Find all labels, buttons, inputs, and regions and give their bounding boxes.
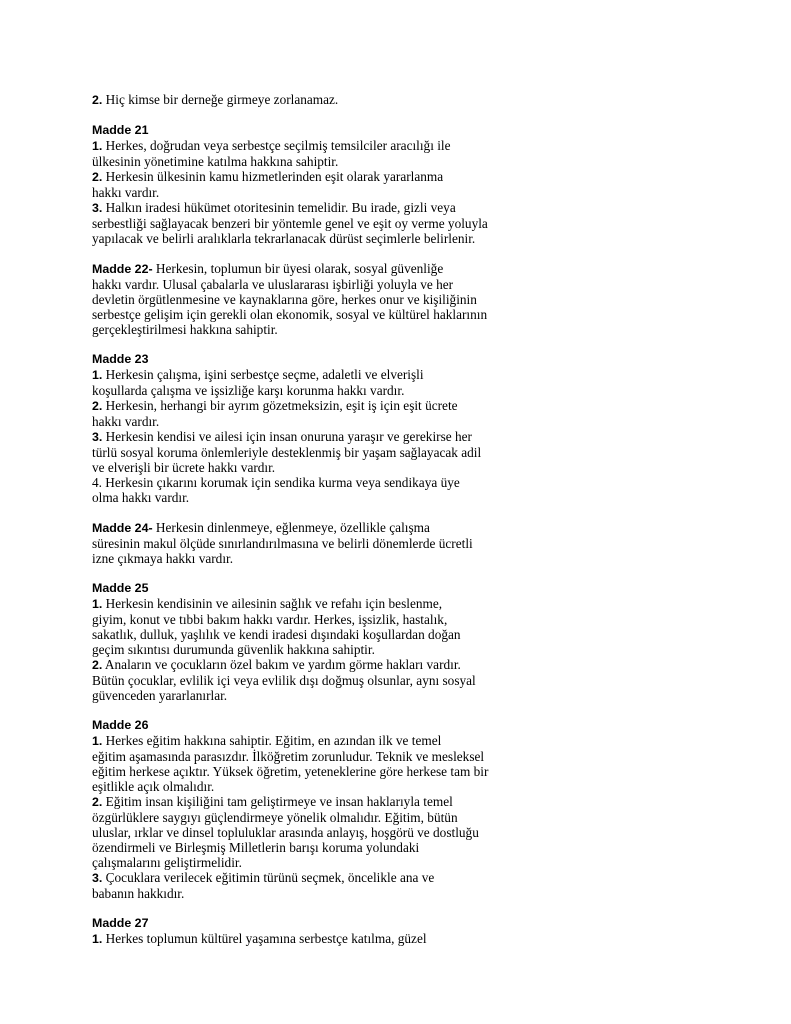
clause-text: ülkesinin yönetimine katılma hakkına sahiptir. <box>92 154 339 169</box>
text-line <box>92 779 512 794</box>
text-line <box>92 138 512 154</box>
text-line <box>92 185 512 200</box>
text-line <box>92 398 512 414</box>
article-paragraph <box>92 931 512 947</box>
text-line <box>92 596 512 612</box>
text-line <box>92 657 512 673</box>
text-line <box>92 292 512 307</box>
clause-text: özgürlüklere saygıyı güçlendirmeye yönelik olmalıdır. Eğitim, bütün <box>92 810 458 825</box>
clause-text: yapılacak ve belirli aralıklarla tekrarlanacak dürüst seçimlerle belirlenir. <box>92 231 476 246</box>
clause-text: sakatlık, dulluk, yaşlılık ve kendi iradesi dışındaki koşullardan doğan <box>92 627 461 642</box>
clause-number: 1. <box>92 368 103 382</box>
document-page <box>92 92 512 947</box>
text-line <box>92 490 512 505</box>
text-line <box>92 383 512 398</box>
text-line <box>92 520 512 536</box>
clause-text: Eğitim insan kişiliğini tam geliştirmeye ve insan haklarıyla temel <box>102 794 453 809</box>
clause-text: serbestliği sağlayacak benzeri bir yöntemle genel ve eşit oy verme yoluyla <box>92 216 488 231</box>
clause-text: Hiç kimse bir derneğe girmeye zorlanamaz. <box>102 92 339 107</box>
article-heading: Madde 26 <box>92 718 149 732</box>
clause-text: Herkes toplumun kültürel yaşamına serbestçe katılma, güzel <box>102 931 427 946</box>
text-line <box>92 460 512 475</box>
text-line <box>92 840 512 855</box>
clause-text: olma hakkı vardır. <box>92 490 190 505</box>
clause-text: eğitim aşamasında parasızdır. İlköğretim zorunludur. Teknik ve mesleksel <box>92 749 485 764</box>
text-line <box>92 536 512 551</box>
text-line <box>92 414 512 429</box>
text-line <box>92 261 512 277</box>
text-line <box>92 749 512 764</box>
text-line <box>92 154 512 169</box>
clause-text: özendirmeli ve Birleşmiş Milletlerin barışı koruma yolundaki <box>92 840 420 855</box>
clause-text: Herkes eğitim hakkına sahiptir. Eğitim, en azından ilk ve temel <box>102 733 442 748</box>
clause-text: izne çıkmaya hakkı vardır. <box>92 551 234 566</box>
clause-text: güvenceden yararlanırlar. <box>92 688 228 703</box>
text-line <box>92 627 512 642</box>
text-line <box>92 216 512 231</box>
clause-number: 3. <box>92 430 103 444</box>
text-line <box>92 673 512 688</box>
clause-text: eşitlikle açık olmalıdır. <box>92 779 215 794</box>
article-label: Madde 22- <box>92 262 153 276</box>
clause-text: süresinin makul ölçüde sınırlandırılmasına ve belirli dönemlerde ücretli <box>92 536 473 551</box>
clause-text: devletin örgütlenmesine ve kaynaklarına göre, herkes onur ve kişiliğinin <box>92 292 477 307</box>
clause-text: 4. Herkesin çıkarını korumak için sendika kurma veya sendikaya üye <box>92 475 460 490</box>
text-line <box>92 367 512 383</box>
clause-text: koşullarda çalışma ve işsizliğe karşı korunma hakkı vardır. <box>92 383 405 398</box>
text-line <box>92 733 512 749</box>
clause-text: Herkesin dinlenmeye, eğlenmeye, özellikle çalışma <box>152 520 430 535</box>
clause-number: 1. <box>92 734 103 748</box>
text-line <box>92 764 512 779</box>
clause-text: eğitim herkese açıktır. Yüksek öğretim, yeteneklerine göre herkese tam bir <box>92 764 489 779</box>
clause-text: Anaların ve çocukların özel bakım ve yardım görme hakları vardır. <box>102 657 461 672</box>
text-line <box>92 277 512 292</box>
text-line <box>92 642 512 657</box>
clause-text: çalışmalarını geliştirmelidir. <box>92 855 242 870</box>
clause-number: 2. <box>92 399 103 413</box>
text-line <box>92 322 512 337</box>
article-paragraph <box>92 733 512 901</box>
clause-text: geçim sıkıntısı durumunda güvenlik hakkına sahiptir. <box>92 642 375 657</box>
clause-text: giyim, konut ve tıbbi bakım hakkı vardır. Herkes, işsizlik, hastalık, <box>92 612 448 627</box>
clause-number: 1. <box>92 597 103 611</box>
text-line <box>92 855 512 870</box>
clause-text: Halkın iradesi hükümet otoritesinin temelidir. Bu irade, gizli veya <box>102 200 456 215</box>
article-heading: Madde 25 <box>92 581 149 595</box>
clause-number: 2. <box>92 658 103 672</box>
text-line <box>92 307 512 322</box>
clause-number: 1. <box>92 932 103 946</box>
article-paragraph <box>92 367 512 505</box>
article-inline-paragraph <box>92 520 512 566</box>
clause-text: Herkes, doğrudan veya serbestçe seçilmiş temsilciler aracılığı ile <box>102 138 451 153</box>
text-line <box>92 429 512 445</box>
clause-text: gerçekleştirilmesi hakkına sahiptir. <box>92 322 278 337</box>
text-line <box>92 612 512 627</box>
clause-text: hakkı vardır. <box>92 185 160 200</box>
clause-text: Herkesin ülkesinin kamu hizmetlerinden eşit olarak yararlanma <box>102 169 444 184</box>
clause-text: Herkesin çalışma, işini serbestçe seçme, adaletli ve elverişli <box>102 367 424 382</box>
clause-text: uluslar, ırklar ve dinsel topluluklar arasında anlayış, hoşgörü ve dostluğu <box>92 825 479 840</box>
clause-text: türlü sosyal koruma önlemleriyle desteklenmiş bir yaşam sağlayacak adil <box>92 445 482 460</box>
clause-number: 1. <box>92 139 103 153</box>
clause-text: Herkesin, herhangi bir ayrım gözetmeksizin, eşit iş için eşit ücrete <box>102 398 458 413</box>
article-heading: Madde 27 <box>92 916 149 930</box>
text-line <box>92 475 512 490</box>
text-line <box>92 231 512 246</box>
text-line <box>92 886 512 901</box>
clause-text: serbestçe gelişim için gerekli olan ekonomik, sosyal ve kültürel haklarının <box>92 307 488 322</box>
text-line <box>92 931 512 947</box>
article-paragraph <box>92 92 512 108</box>
clause-text: hakkı vardır. <box>92 414 160 429</box>
text-line <box>92 870 512 886</box>
clause-text: Herkesin kendisi ve ailesi için insan onuruna yaraşır ve gerekirse her <box>102 429 472 444</box>
clause-text: hakkı vardır. Ulusal çabalarla ve uluslararası işbirliği yoluyla ve her <box>92 277 454 292</box>
clause-number: 2. <box>92 795 103 809</box>
article-inline-paragraph <box>92 261 512 337</box>
text-line <box>92 551 512 566</box>
text-line <box>92 825 512 840</box>
article-label: Madde 24- <box>92 521 153 535</box>
clause-text: ve elverişli bir ücrete hakkı vardır. <box>92 460 276 475</box>
article-paragraph <box>92 596 512 703</box>
clause-text: Bütün çocuklar, evlilik içi veya evlilik dışı doğmuş olsunlar, aynı sosyal <box>92 673 476 688</box>
clause-number: 3. <box>92 871 103 885</box>
clause-number: 2. <box>92 170 103 184</box>
clause-number: 2. <box>92 93 103 107</box>
text-line <box>92 92 512 108</box>
clause-text: babanın hakkıdır. <box>92 886 185 901</box>
text-line <box>92 445 512 460</box>
text-line <box>92 200 512 216</box>
clause-text: Herkesin kendisinin ve ailesinin sağlık ve refahı için beslenme, <box>102 596 443 611</box>
clause-text: Herkesin, toplumun bir üyesi olarak, sosyal güvenliğe <box>152 261 444 276</box>
clause-text: Çocuklara verilecek eğitimin türünü seçmek, öncelikle ana ve <box>102 870 435 885</box>
text-line <box>92 688 512 703</box>
article-paragraph <box>92 138 512 246</box>
text-line <box>92 810 512 825</box>
text-line <box>92 169 512 185</box>
clause-number: 3. <box>92 201 103 215</box>
text-line <box>92 794 512 810</box>
article-heading: Madde 21 <box>92 123 149 137</box>
article-heading: Madde 23 <box>92 352 149 366</box>
